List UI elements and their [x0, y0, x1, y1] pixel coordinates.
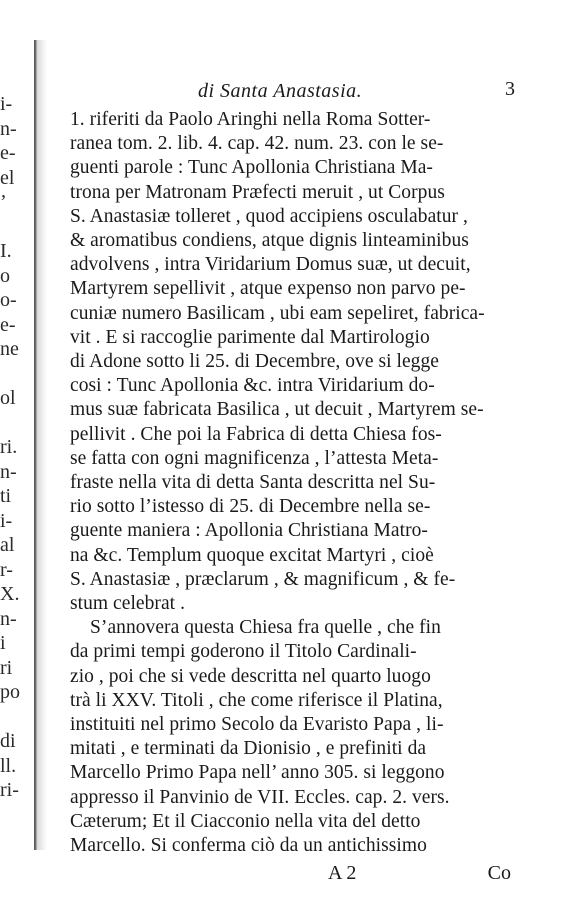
margin-fragment: o	[0, 264, 10, 287]
margin-fragment: ri	[0, 656, 13, 679]
margin-fragment	[0, 411, 32, 436]
margin-fragment: ri.	[0, 436, 18, 458]
text-line: instituiti nel primo Secolo da Evaristo Papa , li-	[70, 714, 444, 736]
margin-fragment: ol	[0, 387, 16, 409]
margin-fragment: ’	[0, 191, 7, 213]
gutter-shadow	[37, 40, 47, 850]
margin-fragment: n-	[0, 607, 17, 630]
text-line: cosi : Tunc Apollonia &c. intra Viridarium do-	[70, 375, 435, 397]
text-line: cuniæ numero Basilicam , ubi eam sepeliret, fabrica-	[70, 302, 485, 324]
text-line: advolvens , intra Viridarium Domus suæ, ut decuit,	[70, 254, 471, 276]
text-line: guente maniera : Apollonia Christiana Matro-	[70, 520, 428, 542]
margin-fragment: n-	[0, 117, 17, 140]
page-footer	[70, 862, 515, 888]
margin-fragment	[0, 215, 32, 240]
margin-fragment: e-	[0, 313, 16, 336]
margin-fragment: ri-	[0, 779, 19, 801]
text-line: S. Anastasiæ tolleret , quod accipiens osculabatur ,	[70, 205, 468, 227]
signature-mark: A 2	[328, 862, 357, 885]
text-line: S. Anastasiæ , præclarum , & magnificum , & fe-	[70, 568, 456, 590]
text-line: na &c. Templum quoque excitat Martyri , cioè	[70, 544, 434, 566]
margin-fragment: X.	[0, 583, 20, 605]
margin-fragment: ti	[0, 485, 12, 507]
text-line: vit . E si raccoglie parimente dal Martirologio	[70, 326, 430, 348]
margin-fragment: el	[0, 166, 15, 189]
text-line: & aromatibus condiens, atque dignis linteaminibus	[70, 230, 469, 252]
text-line: zio , poi che si vede descritta nel quarto luogo	[70, 665, 431, 687]
margin-fragment: i	[0, 632, 6, 654]
main-text-block	[70, 78, 515, 888]
margin-fragment	[0, 362, 32, 387]
running-head	[70, 78, 515, 108]
margin-fragment: i-	[0, 509, 13, 532]
margin-fragment: I.	[0, 240, 12, 262]
text-line: 1. riferiti da Paolo Aringhi nella Roma Sotter-	[70, 109, 431, 130]
text-line: appresso il Panvinio de VII. Eccles. cap. 2. vers.	[70, 786, 450, 808]
text-line: trona per Matronam Præfecti meruit , ut Corpus	[70, 181, 445, 203]
text-line: da primi tempi goderono il Titolo Cardinali-	[70, 641, 417, 663]
text-line: mitati , e terminati da Dionisio , e prefiniti da	[70, 738, 427, 760]
text-line: Marcello. Si conferma ciò da un antichissimo	[70, 835, 427, 857]
margin-fragment: po	[0, 681, 20, 703]
margin-fragment: di	[0, 730, 16, 752]
catchword: Co	[487, 862, 511, 885]
text-line: stum celebrat .	[70, 593, 185, 615]
margin-fragment	[0, 705, 32, 730]
margin-fragment: n-	[0, 460, 17, 483]
text-line: pellivit . Che poi la Fabrica di detta Chiesa fos-	[70, 423, 442, 445]
margin-fragment: i-	[0, 93, 13, 115]
margin-fragment: ll.	[0, 754, 17, 777]
text-line: ranea tom. 2. lib. 4. cap. 42. num. 23. con le se-	[70, 133, 444, 155]
text-line: S’annovera questa Chiesa fra quelle , che fin	[90, 617, 441, 639]
text-line: Martyrem sepellivit , atque expenso non parvo pe-	[70, 278, 466, 300]
margin-fragment: r-	[0, 558, 13, 581]
text-line: rio sotto l’istesso di 25. di Decembre nella se-	[70, 496, 431, 518]
margin-fragment: ne	[0, 338, 19, 360]
page-number: 3	[505, 78, 515, 100]
text-line: guenti parole : Tunc Apollonia Christiana Ma-	[70, 157, 433, 179]
text-line: di Adone sotto li 25. di Decembre, ove si legge	[70, 351, 439, 373]
body-paragraph-2	[70, 616, 515, 858]
text-line: trà li XXV. Titoli , che come riferisce il Platina,	[70, 689, 443, 711]
previous-page-fragments	[0, 92, 32, 803]
text-line: se fatta con ogni magnificenza , l’attesta Meta-	[70, 447, 439, 469]
margin-fragment: o-	[0, 289, 17, 311]
margin-fragment: e-	[0, 142, 16, 164]
running-head-title: di Santa Anastasia.	[198, 80, 363, 102]
body-paragraph-1	[70, 108, 515, 616]
text-line: mus suæ fabricata Basilica , ut decuit , Martyrem se-	[70, 399, 484, 421]
text-line: fraste nella vita di detta Santa descritta nel Su-	[70, 472, 436, 494]
text-line: Cæterum; Et il Ciacconio nella vita del detto	[70, 810, 421, 832]
margin-fragment: al	[0, 534, 15, 556]
text-line: Marcello Primo Papa nell’ anno 305. si leggono	[70, 762, 445, 784]
